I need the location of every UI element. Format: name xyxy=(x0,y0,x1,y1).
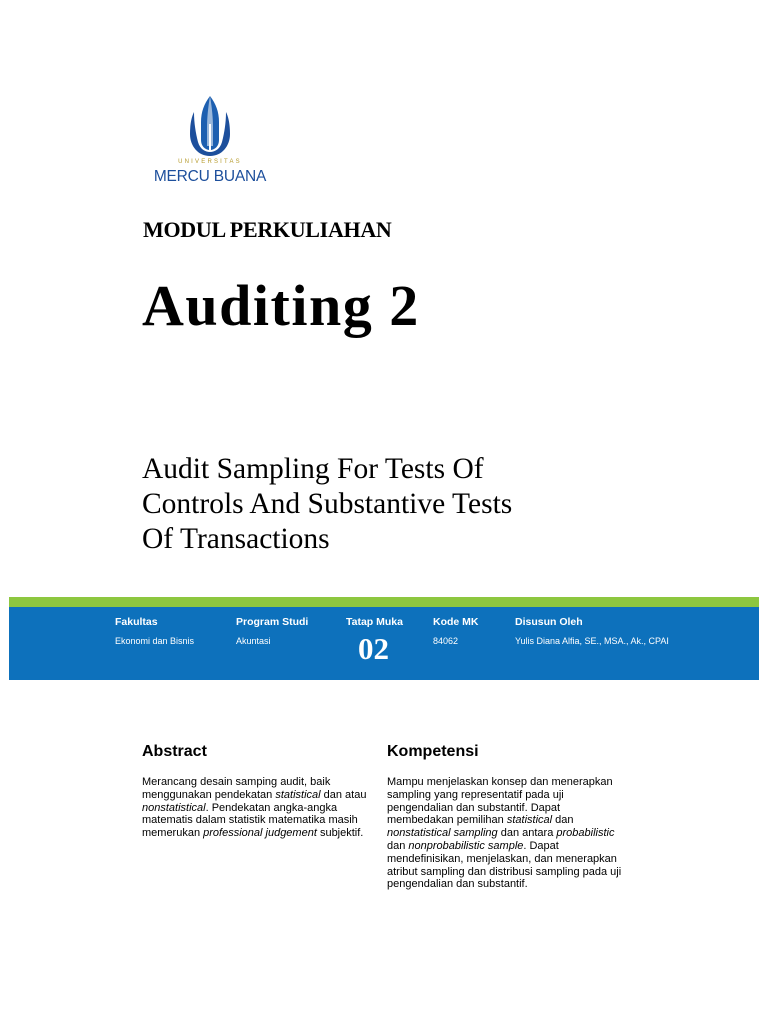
disusun-oleh-label: Disusun Oleh xyxy=(515,616,583,628)
module-subtitle xyxy=(142,452,662,557)
logo-university-name: MERCU BUANA xyxy=(153,168,267,185)
abstract-text-italic: statistical xyxy=(275,788,321,801)
mercu-buana-emblem-icon xyxy=(188,94,232,158)
kompetensi-text-italic: nonprobabilistic sample xyxy=(408,839,524,852)
course-title: Auditing 2 xyxy=(142,273,420,338)
program-studi-column xyxy=(236,616,308,646)
program-studi-value: Akuntasi xyxy=(236,636,271,646)
subtitle-line: Controls And Substantive Tests xyxy=(142,488,513,520)
abstract-text xyxy=(142,776,374,840)
abstract-heading: Abstract xyxy=(142,743,207,760)
abstract-text-italic: nonstatistical xyxy=(142,801,206,814)
abstract-text-part: subjektif. xyxy=(316,827,364,840)
disusun-oleh-value: Yulis Diana Alfia, SE., MSA., Ak., CPAI xyxy=(515,636,669,646)
kompetensi-text-part: . Dapat mendefinisikan, menjelaskan, dan menerapkan atribut sampling dan distribusi sampling pada uji pengendalian dan substantif. xyxy=(387,839,622,891)
logo-universitas-text: UNIVERSITAS xyxy=(178,159,242,165)
fakultas-column xyxy=(115,616,194,646)
kompetensi-text-part: dan xyxy=(387,839,409,852)
tatap-muka-number: 02 xyxy=(358,631,389,666)
kompetensi-text-italic: statistical xyxy=(506,814,553,827)
kompetensi-text-italic: nonstatistical sampling xyxy=(387,827,498,840)
kompetensi-heading: Kompetensi xyxy=(387,743,479,760)
green-stripe xyxy=(9,597,759,607)
kode-mk-column xyxy=(433,616,479,646)
university-logo xyxy=(146,92,274,198)
kode-mk-label: Kode MK xyxy=(433,616,479,628)
tatap-muka-column xyxy=(346,616,403,667)
subtitle-line: Audit Sampling For Tests Of xyxy=(142,453,484,485)
fakultas-value: Ekonomi dan Bisnis xyxy=(115,636,195,646)
abstract-text-part: Merancang desain samping audit, baik menggunakan pendekatan xyxy=(142,776,331,801)
subtitle-line: Of Transactions xyxy=(142,523,330,555)
disusun-oleh-column xyxy=(515,616,669,646)
course-info-band xyxy=(9,607,759,680)
kode-mk-value: 84062 xyxy=(433,636,459,646)
fakultas-label: Fakultas xyxy=(115,616,158,628)
abstract-text-italic: professional judgement xyxy=(203,827,317,840)
kompetensi-text-part: Mampu menjelaskan konsep dan menerapkan sampling yang representatif pada uji pengendalian dan substantif. Dapat membedakan pemilihan xyxy=(387,776,613,827)
program-studi-label: Program Studi xyxy=(236,616,309,628)
tatap-muka-label: Tatap Muka xyxy=(346,616,403,628)
kompetensi-text xyxy=(387,776,623,891)
module-label: MODUL PERKULIAHAN xyxy=(143,217,392,242)
abstract-text-part: dan atau xyxy=(320,788,367,801)
kompetensi-text-italic: probabilistic xyxy=(556,827,615,840)
kompetensi-text-part: dan xyxy=(552,814,574,827)
abstract-text-part: . Pendekatan angka-angka matematis dalam statistik matematika masih memerukan xyxy=(142,801,358,840)
kompetensi-text-part: dan antara xyxy=(497,827,557,840)
